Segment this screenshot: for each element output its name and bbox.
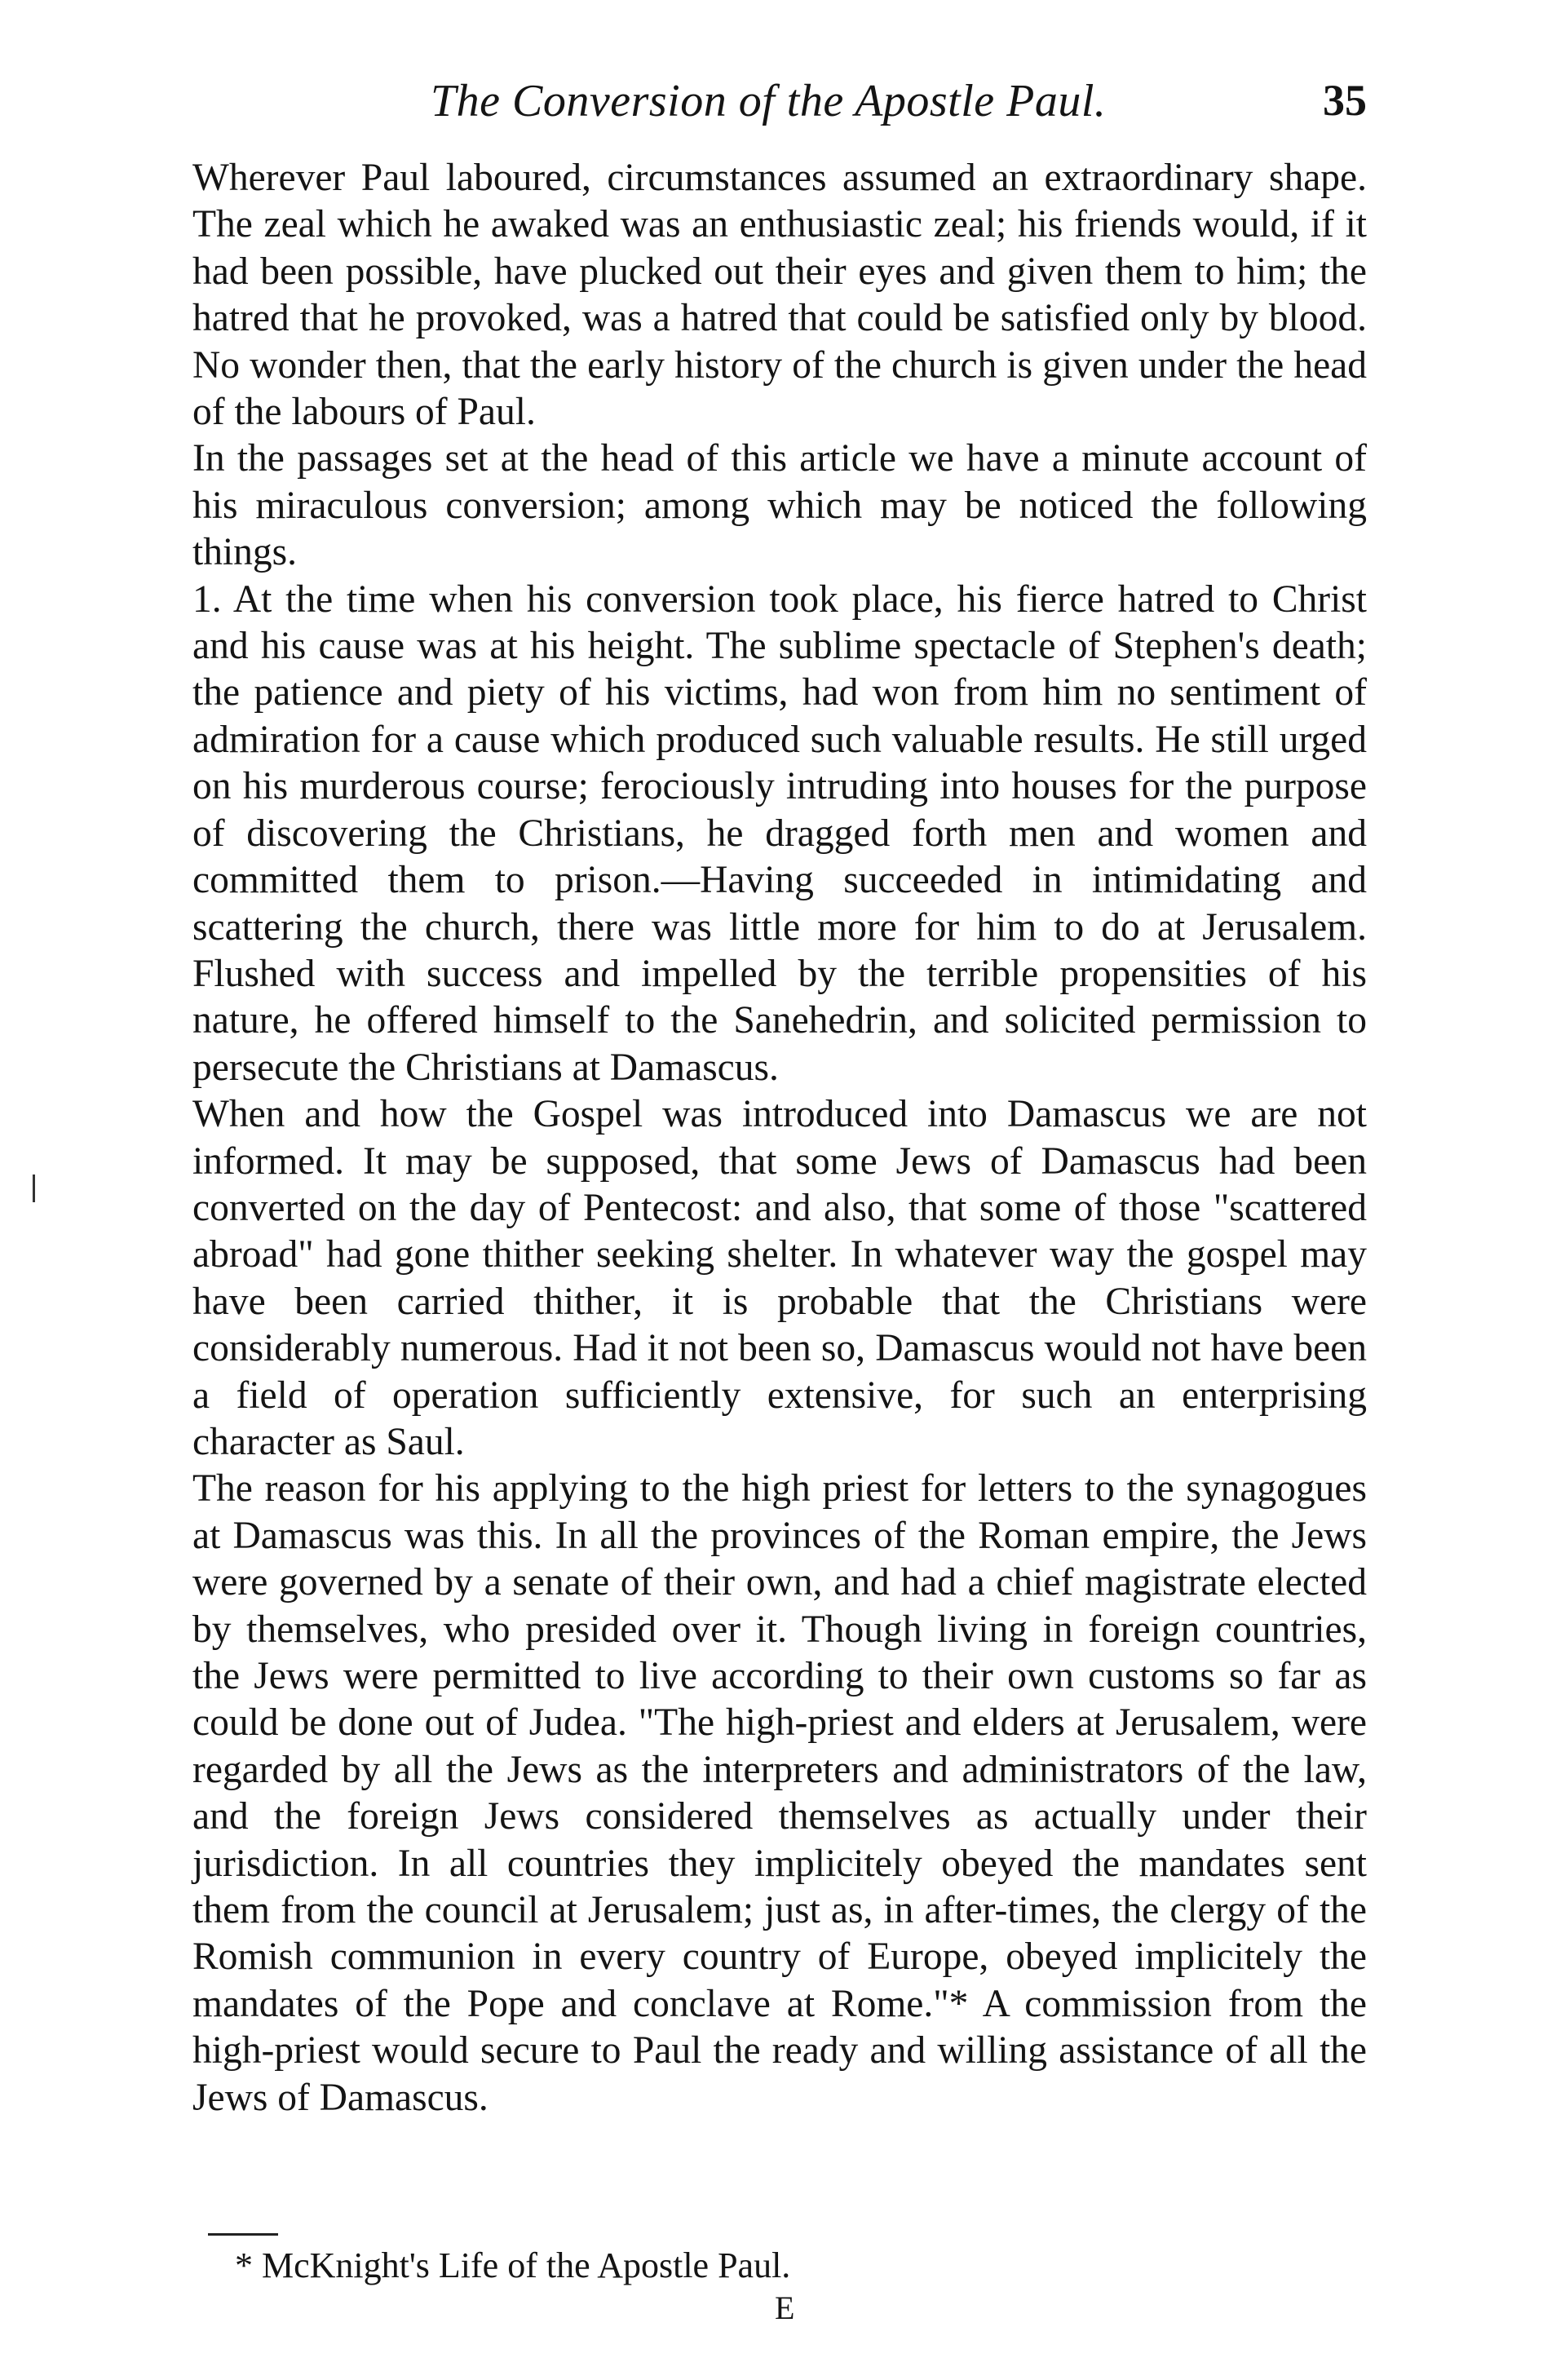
running-title: The Conversion of the Apostle Paul. xyxy=(431,76,1107,126)
paragraph: When and how the Gospel was introduced into Damascus we are not informed. It may be supposed, that some Jews of Damascus had been converted on the day of Pentecost: and also, that some of those "scattered abroad" had gone thither seeking shelter. In whatever way the gospel may have been carried thither, it is probable that the Christians were considerably numerous. Had it not been so, Damascus would not have been a field of operation sufficiently extensive, for such an enterprising character as Saul. xyxy=(192,1093,1367,1463)
paragraph: The reason for his applying to the high priest for letters to the synagogues at Damascus was this. In all the provinces of the Roman empire, the Jews were governed by a senate of their own, and had a chief magistrate elected by themselves, who presided over it. Though living in foreign countries, the Jews were permitted to live according to their own customs so far as could be done out of Judea. "The high-priest and elders at Jerusalem, were regarded by all the Jews as the interpreters and administrators of the law, and the foreign Jews considered themselves as actually under their jurisdiction. In all countries they implicitely obeyed the mandates sent them from the council at Jerusalem; just as, in after-times, the clergy of the Romish communion in every country of Europe, obeyed implicitely the mandates of the Pope and conclave at Rome."* A commission from the high-priest would secure to Paul the ready and willing assistance of all the Jews of Damascus. xyxy=(192,1467,1367,2119)
page-number: 35 xyxy=(1323,76,1367,125)
footnote-rule xyxy=(208,2233,278,2236)
footnote: * McKnight's Life of the Apostle Paul. xyxy=(235,2245,791,2285)
margin-mark xyxy=(33,1175,35,1202)
page-header xyxy=(192,72,1367,137)
paragraph: Wherever Paul laboured, circumstances assumed an extraordinary shape. The zeal which he awaked was an enthusiastic zeal; his friends would, if it had been possible, have plucked out their eyes and given them to him; the hatred that he provoked, was a hatred that could be satisfied only by blood. No wonder then, that the early history of the church is given under the head of the labours of Paul. xyxy=(192,157,1367,434)
signature-mark: E xyxy=(775,2289,795,2326)
body-text xyxy=(192,155,1367,2121)
paragraph: 1. At the time when his conversion took place, his fierce hatred to Christ and his cause was at his height. The sublime spectacle of Stephen's death; the patience and piety of his victims, had won from him no sentiment of admiration for a cause which produced such valuable results. He still urged on his murderous course; ferociously intruding into houses for the purpose of discovering the Christians, he dragged forth men and women and committed them to prison.—Having succeeded in intimidating and scattering the church, there was little more for him to do at Jerusalem. Flushed with success and impelled by the terrible propensities of his nature, he offered himself to the Sanehedrin, and solicited permission to persecute the Christians at Damascus. xyxy=(192,577,1367,1089)
paragraph: In the passages set at the head of this article we have a minute account of his miraculous conversion; among which may be noticed the following things. xyxy=(192,437,1367,574)
